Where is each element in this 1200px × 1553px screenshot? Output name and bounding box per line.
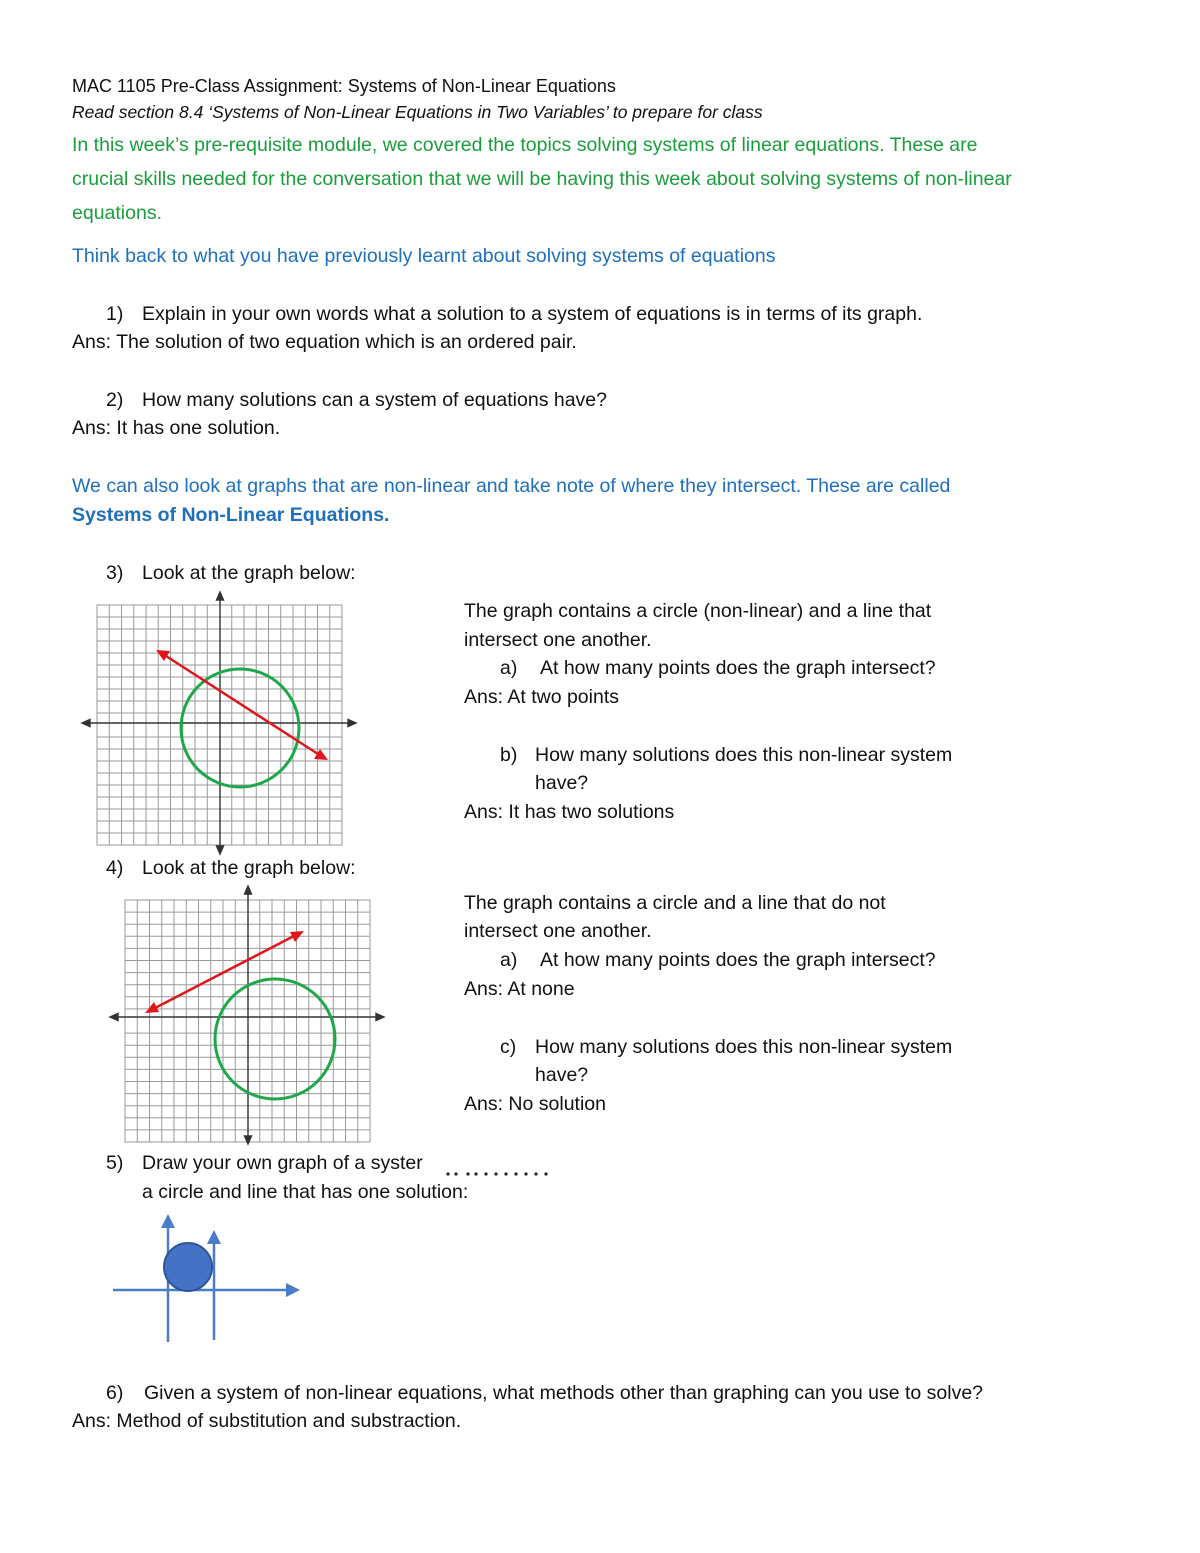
assignment-title: MAC 1105 Pre-Class Assignment: Systems of Non-Linear Equations <box>72 76 616 96</box>
q5-number: 5) <box>106 1152 124 1174</box>
intro-line-3: equations. <box>72 202 162 224</box>
q1-number: 1) <box>106 303 124 325</box>
q6-number: 6) <box>106 1382 124 1404</box>
q3-description-1: The graph contains a circle (non-linear) and a line that <box>464 600 932 622</box>
q3-question: Look at the graph below: <box>142 562 356 584</box>
q5-circle <box>164 1243 212 1291</box>
q3-b-question-1: How many solutions does this non-linear system <box>535 744 953 766</box>
q4-c-label: c) <box>500 1036 517 1058</box>
q2-answer: Ans: It has one solution. <box>72 417 281 439</box>
reading-instruction: Read section 8.4 ‘Systems of Non-Linear Equations in Two Variables’ to prepare for class <box>72 102 763 122</box>
q4-question: Look at the graph below: <box>142 857 356 879</box>
q5-sketch <box>108 1210 308 1350</box>
q6-question: Given a system of non-linear equations, what methods other than graphing can you use to solve? <box>144 1382 984 1404</box>
q3-a-question: At how many points does the graph intersect? <box>540 657 936 679</box>
q1-question: Explain in your own words what a solution to a system of equations is in terms of its graph. <box>142 303 923 325</box>
q2-question: How many solutions can a system of equations have? <box>142 389 608 411</box>
y-axis-arrowhead <box>161 1214 175 1228</box>
tangent-line-arrowhead <box>207 1230 221 1244</box>
q3-graph <box>80 590 360 850</box>
q3-a-label: a) <box>500 657 518 679</box>
q4-a-answer: Ans: At none <box>464 978 575 1000</box>
q3-description-2: intersect one another. <box>464 629 652 651</box>
q4-c-question-2: have? <box>535 1064 589 1086</box>
nonlinear-intro-line-1: We can also look at graphs that are non-linear and take note of where they intersect. These are called <box>72 475 951 497</box>
q3-a-answer: Ans: At two points <box>464 686 620 708</box>
q4-line <box>145 931 304 1013</box>
q6-answer: Ans: Method of substitution and substraction. <box>72 1410 462 1432</box>
q4-a-question: At how many points does the graph intersect? <box>540 949 936 971</box>
q3-b-question-2: have? <box>535 772 589 794</box>
q3-number: 3) <box>106 562 124 584</box>
q3-axes <box>82 592 356 854</box>
q5-question-1: Draw your own graph of a syster <box>142 1152 423 1174</box>
intro-line-1: In this week’s pre-requisite module, we covered the topics solving systems of linear equations. These are <box>72 134 978 156</box>
intro-line-2: crucial skills needed for the conversation that we will be having this week about solving systems of non-linear <box>72 168 1012 190</box>
q2-number: 2) <box>106 389 124 411</box>
q4-graph <box>108 884 388 1148</box>
nonlinear-intro-term: Systems of Non-Linear Equations. <box>72 504 390 526</box>
x-axis-arrowhead <box>286 1283 300 1297</box>
q4-c-question-1: How many solutions does this non-linear system <box>535 1036 953 1058</box>
q4-number: 4) <box>106 857 124 879</box>
q3-b-answer: Ans: It has two solutions <box>464 801 675 823</box>
think-back-heading: Think back to what you have previously learnt about solving systems of equations <box>72 245 776 267</box>
q5-question-2: a circle and line that has one solution: <box>142 1181 469 1203</box>
q4-description-1: The graph contains a circle and a line that do not <box>464 892 886 914</box>
q5-obscured-text <box>440 1156 560 1180</box>
q4-c-answer: Ans: No solution <box>464 1093 606 1115</box>
q1-answer: Ans: The solution of two equation which is an ordered pair. <box>72 331 577 353</box>
q3-circle <box>181 669 299 787</box>
q4-description-2: intersect one another. <box>464 920 652 942</box>
q4-a-label: a) <box>500 949 518 971</box>
q3-b-label: b) <box>500 744 518 766</box>
